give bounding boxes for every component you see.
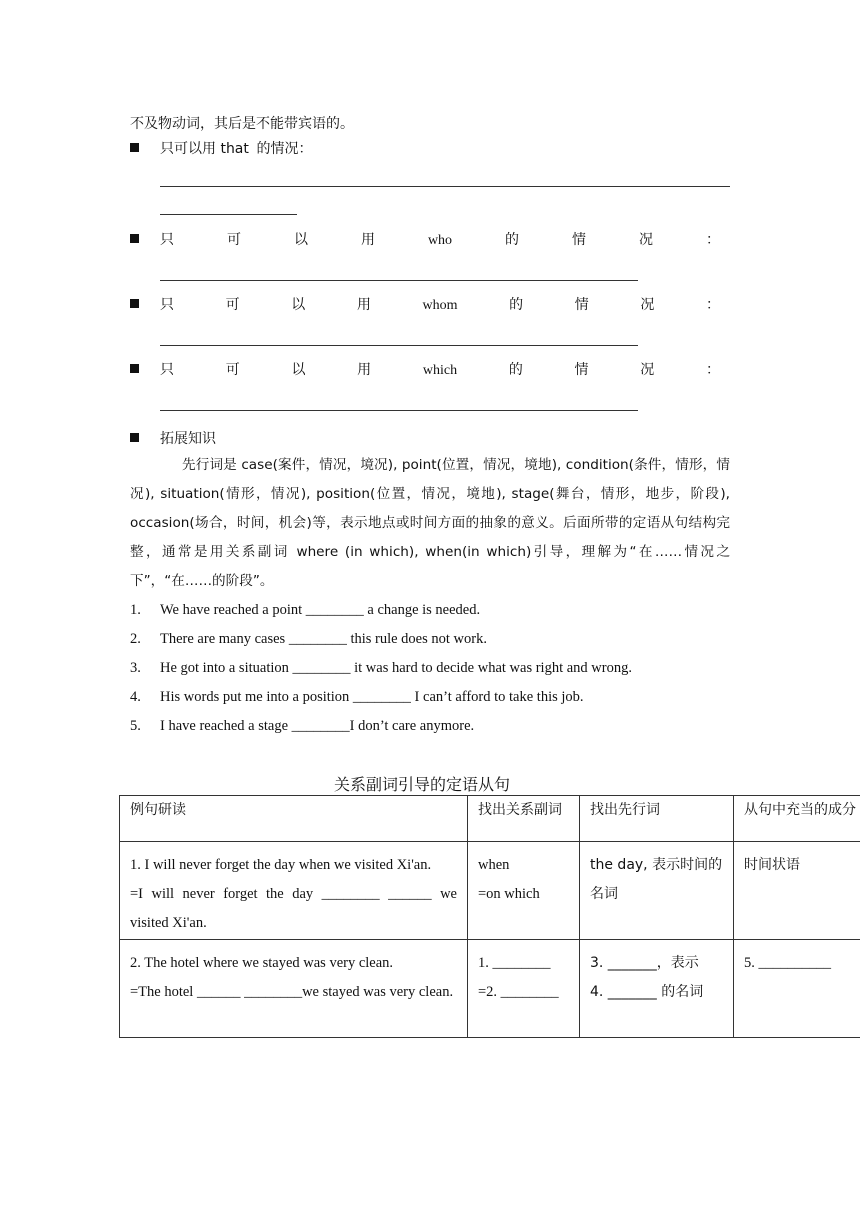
table-row (120, 842, 860, 940)
exercise-text: His words put me into a position ________ I can’t afford to take this job. (160, 689, 584, 705)
heading-char: 可 (226, 232, 241, 248)
heading-char: 况 (640, 362, 655, 378)
relative-adverb-table (119, 795, 860, 1038)
exercise-text: I have reached a stage ________I don’t care anymore. (160, 718, 475, 734)
heading-char: ： (705, 362, 720, 378)
that-case-heading (160, 138, 313, 158)
answer-line[interactable] (160, 214, 297, 215)
intro-line: 不及物动词，其后是不能带宾语的。 (130, 116, 354, 132)
example-rewrite[interactable]: =I will never forget the day ________ ______ we visited Xi'an. (130, 886, 457, 931)
example-sentence: 1. I will never forget the day when we visited Xi'an. (130, 857, 432, 873)
exercise-number: 4. (130, 689, 141, 705)
heading-char: 可 (225, 297, 240, 313)
adverb-blank[interactable]: 1. ________ (478, 955, 551, 971)
heading-char: 的 (505, 232, 520, 248)
adverb-equivalent: =on which (478, 886, 540, 902)
exercise-number: 2. (130, 631, 141, 647)
answer-line[interactable] (160, 186, 730, 187)
example-rewrite[interactable]: =The hotel ______ ________we stayed was very clean. (130, 984, 454, 1000)
antecedent-cell (580, 940, 734, 1038)
heading-char: 以 (293, 232, 308, 248)
answer-line[interactable] (160, 345, 638, 346)
example-cell (120, 940, 468, 1038)
role-cell (734, 842, 860, 940)
heading-char: 情 (574, 362, 589, 378)
bullet-icon (130, 433, 139, 442)
header-adverb: 找出关系副词 (468, 796, 580, 842)
header-example: 例句研读 (120, 796, 468, 842)
exercise-text: We have reached a point ________ a change is needed. (160, 602, 481, 618)
antecedent-answer: the day, 表示时间的名词 (590, 857, 723, 902)
role-answer: 时间状语 (744, 857, 800, 873)
who-case-heading (160, 229, 720, 249)
adverb-answer: when (478, 857, 510, 873)
antecedent-blank[interactable]: 3. _______，表示 (590, 955, 699, 971)
bullet-icon (130, 143, 139, 152)
exercise-number: 3. (130, 660, 141, 676)
exercise-text: He got into a situation ________ it was hard to decide what was right and wrong. (160, 660, 632, 676)
exercise-text: There are many cases ________ this rule does not work. (160, 631, 487, 647)
heading-char: 用 (357, 362, 372, 378)
heading-char: 只 (160, 362, 174, 378)
exercise-number: 5. (130, 718, 141, 734)
heading-word: which (422, 363, 458, 378)
heading-char: 况 (640, 297, 655, 313)
adverb-blank[interactable]: =2. ________ (478, 984, 559, 1000)
answer-line[interactable] (160, 280, 638, 281)
which-case-heading (160, 359, 720, 379)
extension-heading: 拓展知识 (160, 431, 216, 447)
adverb-cell (468, 940, 580, 1038)
heading-char: 以 (291, 297, 306, 313)
heading-char: ： (706, 297, 720, 313)
whom-case-heading (160, 294, 720, 314)
example-sentence: 2. The hotel where we stayed was very clean. (130, 955, 394, 971)
antecedent-cell (580, 842, 734, 940)
bullet-icon (130, 299, 139, 308)
antecedent-blank[interactable]: 4. _______ 的名词 (590, 984, 704, 1000)
heading-char: 用 (360, 232, 375, 248)
bullet-icon (130, 234, 139, 243)
heading-char: 的 (509, 297, 524, 313)
role-blank[interactable]: 5. __________ (744, 955, 831, 971)
exercise-number: 1. (130, 602, 141, 618)
heading-char: 只 (160, 297, 174, 313)
header-role: 从句中充当的成分 (734, 796, 860, 842)
answer-line[interactable] (160, 410, 638, 411)
bullet-icon (130, 364, 139, 373)
heading-char: 情 (574, 297, 589, 313)
table-header-row (120, 796, 860, 842)
heading-char: 只 (160, 232, 174, 248)
heading-char: 况 (639, 232, 654, 248)
table-title: 关系副词引导的定语从句 (334, 775, 511, 794)
extension-paragraph: 先行词是 case(案件，情况，境况), point(位置，情况，境地), condition(条件，情形，情况), situation(情形，情况), position(位置，情况，境地), stage(舞台，情形，地步，阶段), occasion(场合，时间，机会)等，表示地点或时间方面的抽象的意义。后面所带的定语从句结构完整，通常是用关系副词 where (in which), when(in which)引导，理解为“在……情况之下”，“在……的阶段”。 (130, 457, 730, 589)
heading-word: whom (422, 298, 458, 313)
heading-char: ： (706, 232, 720, 248)
heading-char: 可 (225, 362, 240, 378)
adverb-cell (468, 842, 580, 940)
header-antecedent: 找出先行词 (580, 796, 734, 842)
heading-char: 以 (291, 362, 306, 378)
that-case-prefix: 只可以用 that (160, 141, 249, 157)
example-cell (120, 842, 468, 940)
that-case-suffix: 的情况： (256, 141, 313, 157)
heading-char: 的 (508, 362, 523, 378)
role-cell (734, 940, 860, 1038)
heading-char: 情 (572, 232, 587, 248)
table-row (120, 940, 860, 1038)
heading-char: 用 (356, 297, 371, 313)
heading-word: who (427, 233, 453, 248)
